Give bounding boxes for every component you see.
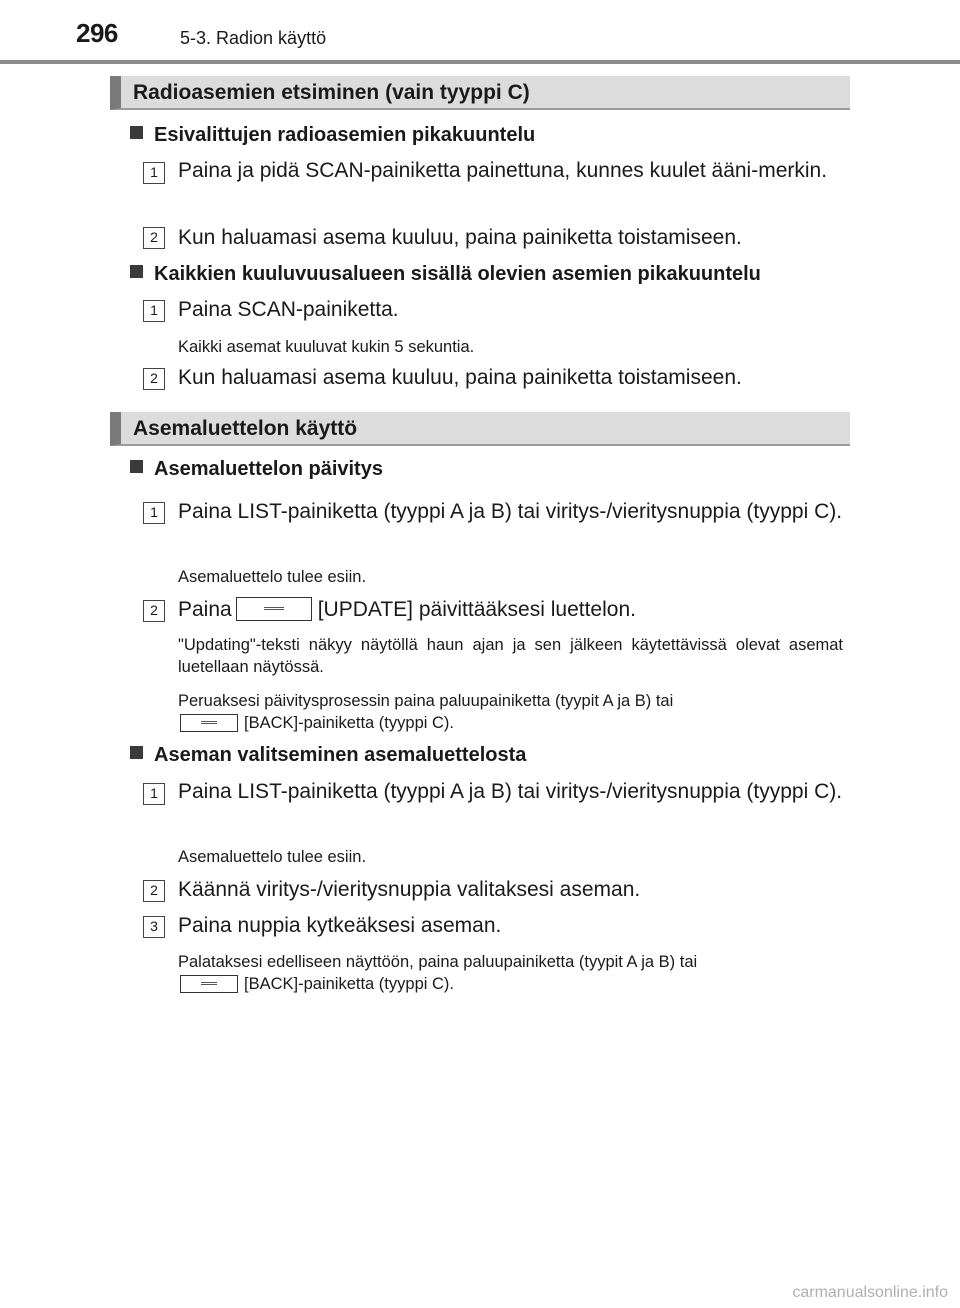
back-screen-button-icon [180, 714, 238, 732]
step-text: Paina ja pidä SCAN-painiketta painettuna, kunnes kuulet ääni-merkin. [178, 159, 828, 182]
square-bullet-icon [130, 746, 143, 759]
subheading-list-update: Asemaluettelon päivitys [130, 458, 383, 481]
step-number: 1 [143, 783, 165, 805]
update-screen-button-icon [236, 597, 312, 621]
step-text: Paina SCAN-painiketta. [178, 298, 399, 321]
step-note: Asemaluettelo tulee esiin. [178, 568, 367, 586]
step-text: Käännä viritys-/vieritysnuppia valitaksesi aseman. [178, 878, 641, 901]
step-number: 2 [143, 880, 165, 902]
step-note: "Updating"-teksti näkyy näytöllä haun ajan ja sen jälkeen käytettävissä olevat asemat luetellaan näytössä. [178, 636, 843, 676]
step-text: Paina LIST-painiketta (tyyppi A ja B) tai viritys-/vieritysnuppia (tyyppi C). [178, 500, 843, 523]
step-number: 2 [143, 600, 165, 622]
step-number: 1 [143, 300, 165, 322]
section-heading-station-list: Asemaluettelon käyttö [110, 412, 850, 446]
step-text: Paina LIST-painiketta (tyyppi A ja B) tai viritys-/vieritysnuppia (tyyppi C). [178, 780, 843, 803]
step-number: 3 [143, 916, 165, 938]
subheading-all-stations-scan: Kaikkien kuuluvuusalueen sisällä olevien asemien pikakuuntelu [130, 263, 761, 286]
header-rule [0, 60, 960, 64]
chapter-title: 5-3. Radion käyttö [180, 28, 327, 48]
subheading-select-from-list: Aseman valitseminen asemaluettelosta [130, 744, 526, 767]
step-note: Peruaksesi päivitysprosessin paina paluupainiketta (tyypit A ja B) tai [BACK]-painiketta (tyyppi C). [178, 692, 674, 732]
step-text: Paina nuppia kytkeäksesi aseman. [178, 914, 502, 937]
square-bullet-icon [130, 265, 143, 278]
back-screen-button-icon [180, 975, 238, 993]
step-number: 2 [143, 368, 165, 390]
square-bullet-icon [130, 460, 143, 473]
watermark: carmanualsonline.info [792, 1284, 948, 1301]
subheading-preset-scan: Esivalittujen radioasemien pikakuuntelu [130, 124, 535, 147]
section-heading-radio-search: Radioasemien etsiminen (vain tyyppi C) [110, 76, 850, 110]
square-bullet-icon [130, 126, 143, 139]
step-note: Palataksesi edelliseen näyttöön, paina paluupainiketta (tyypit A ja B) tai [BACK]-painiketta (tyyppi C). [178, 953, 698, 993]
step-note: Kaikki asemat kuuluvat kukin 5 sekuntia. [178, 338, 475, 356]
step-number: 2 [143, 227, 165, 249]
step-text: Kun haluamasi asema kuuluu, paina painiketta toistamiseen. [178, 226, 742, 249]
page-header [0, 0, 960, 60]
step-number: 1 [143, 162, 165, 184]
step-note: Asemaluettelo tulee esiin. [178, 848, 367, 866]
step-text: Paina [UPDATE] päivittääksesi luettelon. [178, 598, 636, 621]
step-text: Kun haluamasi asema kuuluu, paina painiketta toistamiseen. [178, 366, 742, 389]
step-number: 1 [143, 502, 165, 524]
page-number: 296 [76, 18, 118, 48]
